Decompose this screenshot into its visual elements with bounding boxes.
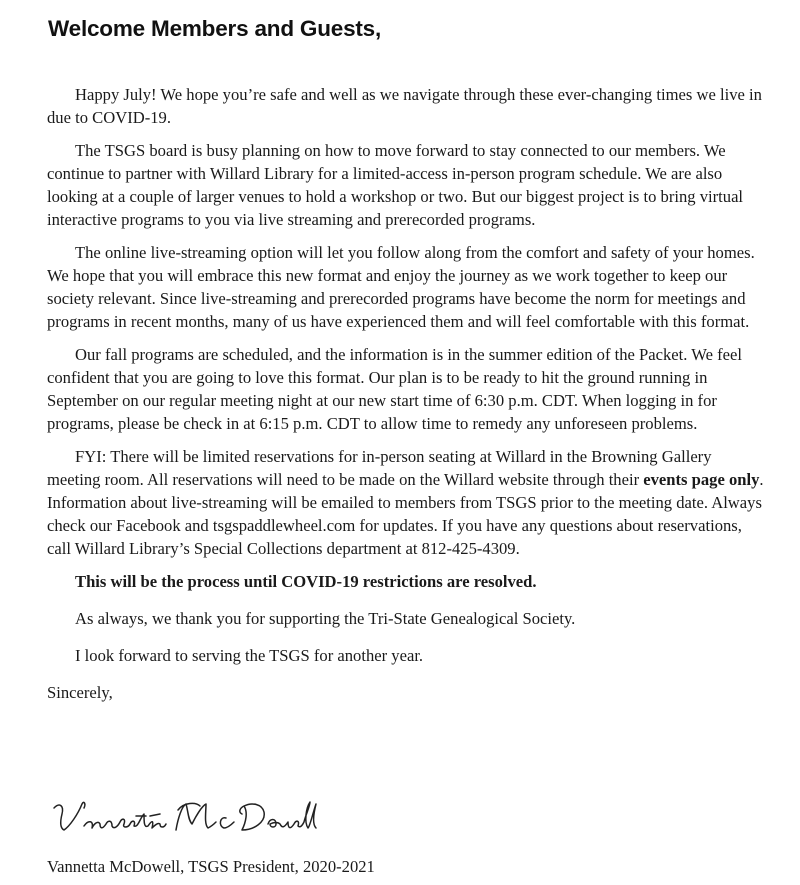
paragraph-reservations bbox=[47, 445, 765, 560]
paragraph-forward: I look forward to serving the TSGS for another year. bbox=[75, 646, 424, 665]
paragraph-fall-programs: Our fall programs are scheduled, and the information is in the summer edition of the Packet. We feel confident that you are going to love this format. Our plan is to be ready to hit the ground running in September on our regular meeting night at our new start time of 6:30 p.m. CDT. When logging in for programs, please be check in at 6:15 p.m. CDT to allow time to remedy any unforeseen problems. bbox=[47, 345, 742, 433]
paragraph-greeting: Happy July! We hope you’re safe and well as we navigate through these ever-changing times we live in due to COVID-19. bbox=[47, 85, 762, 127]
signature-name-line: Vannetta McDowell, TSGS President, 2020-2021 bbox=[47, 857, 375, 876]
closing-sincerely: Sincerely, bbox=[47, 683, 113, 702]
paragraph-live-streaming: The online live-streaming option will let you follow along from the comfort and safety of your homes. We hope that you will embrace this new format and enjoy the journey as we work together to keep our society relevant. Since live-streaming and prerecorded programs have become the norm for meetings and programs in recent months, many of us have experienced them and will feel comfortable with this format. bbox=[47, 243, 755, 331]
paragraph-thanks: As always, we thank you for supporting the Tri-State Genealogical Society. bbox=[75, 609, 576, 628]
handwritten-signature bbox=[48, 796, 318, 842]
paragraph-process-notice: This will be the process until COVID-19 restrictions are resolved. bbox=[75, 572, 537, 591]
events-page-only-emphasis: events page only bbox=[643, 470, 760, 489]
reservations-text-end: . Information about live-streaming will be emailed to members from TSGS prior to the meeting date. Always check our Facebook and tsgspaddlewheel.com for updates. If you have any questions about reservations, call Willard Library’s Special Collections department at 812-425-4309. bbox=[47, 470, 764, 558]
letter-body bbox=[47, 83, 765, 704]
letter-heading: Welcome Members and Guests, bbox=[48, 16, 382, 41]
paragraph-board-planning: The TSGS board is busy planning on how to move forward to stay connected to our members. We continue to partner with Willard Library for a limited-access in-person program schedule. We are also looking at a couple of larger venues to hold a workshop or two. But our biggest project is to bring virtual interactive programs to you via live streaming and prerecorded programs. bbox=[47, 141, 744, 229]
reservations-text-start: FYI: There will be limited reservations for in-person seating at Willard in the Browning Gallery meeting room. All reservations will need to be made on the Willard website through their bbox=[47, 447, 712, 489]
